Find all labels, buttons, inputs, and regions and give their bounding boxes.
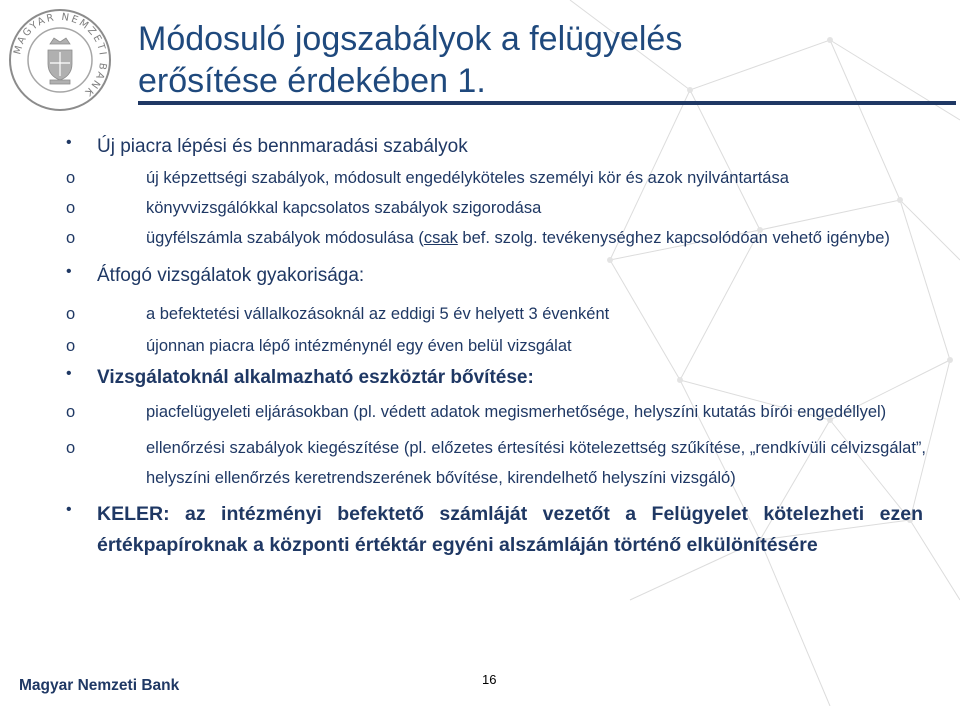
circle-bullet-icon: o <box>66 305 76 323</box>
slide-title <box>138 18 838 102</box>
sub-bullet: o piacfelügyeleti eljárásokban (pl. védett adatok megismerhetősége, helyszíni kutatás bírói engedéllyel) <box>66 397 926 427</box>
bullet-dot-icon: • <box>66 263 72 280</box>
title-underline-rule <box>138 101 956 105</box>
circle-bullet-icon: o <box>66 199 76 217</box>
bullet-keler <box>66 499 926 561</box>
slide-content <box>66 132 926 561</box>
mnb-logo-seal <box>6 6 114 114</box>
section-heading: Vizsgálatoknál alkalmazható eszköztár bővítése: <box>97 367 534 388</box>
sub-bullet: o a befektetési vállalkozásoknál az eddigi 5 év helyett 3 évenként <box>66 299 926 329</box>
item-text-part: bef. szolg. tevékenységhez kapcsolódóan vehető igénybe) <box>457 229 890 247</box>
section-heading: Új piacra lépési és bennmaradási szabályok <box>97 136 468 157</box>
bullet-dot-icon: • <box>66 365 72 382</box>
sub-bullet: o újonnan piacra lépő intézménynél egy éven belül vizsgálat <box>66 331 926 361</box>
bullet-dot-icon: • <box>66 134 72 151</box>
bullet-entry-rules <box>66 132 926 162</box>
section-heading: KELER: az intézményi befektető számláját vezetőt a Felügyelet kötelezheti ezen értékpapíroknak a központi értéktár egyéni alszámláján történő elkülönítésére <box>97 503 923 556</box>
bullet-dot-icon: • <box>66 501 72 518</box>
sub-bullet: o ellenőrzési szabályok kiegészítése (pl. előzetes értesítési kötelezettség szűkítése, „rendkívüli célvizsgálat”, helyszíni ellenőrzés keretrendszerének bővítése, kirendelhető helyszíni vizsgáló) <box>66 433 926 493</box>
page-number: 16 <box>482 672 497 687</box>
circle-bullet-icon: o <box>66 439 76 457</box>
footer-organization: Magyar Nemzeti Bank <box>19 677 180 694</box>
circle-bullet-icon: o <box>66 337 76 355</box>
circle-bullet-icon: o <box>66 403 76 421</box>
title-line-2: erősítése érdekében 1. <box>138 62 486 100</box>
sub-bullet <box>66 223 926 253</box>
circle-bullet-icon: o <box>66 229 76 247</box>
sub-bullet: o könyvvizsgálókkal kapcsolatos szabályok szigorodása <box>66 193 926 223</box>
svg-text:MAGYAR NEMZETI BANK: MAGYAR NEMZETI BANK <box>12 11 109 99</box>
underlined-word: csak <box>423 229 458 247</box>
sub-bullet: o új képzettségi szabályok, módosult engedélyköteles személyi kör és azok nyilvántartása <box>66 163 926 193</box>
section-heading: Átfogó vizsgálatok gyakorisága: <box>97 265 365 286</box>
title-line-1: Módosuló jogszabályok a felügyelés <box>138 20 683 58</box>
bullet-audit-frequency <box>66 261 926 291</box>
bullet-toolset-expansion <box>66 363 926 393</box>
circle-bullet-icon: o <box>66 169 76 187</box>
item-text-part: ügyfélszámla szabályok módosulása ( <box>146 229 424 247</box>
